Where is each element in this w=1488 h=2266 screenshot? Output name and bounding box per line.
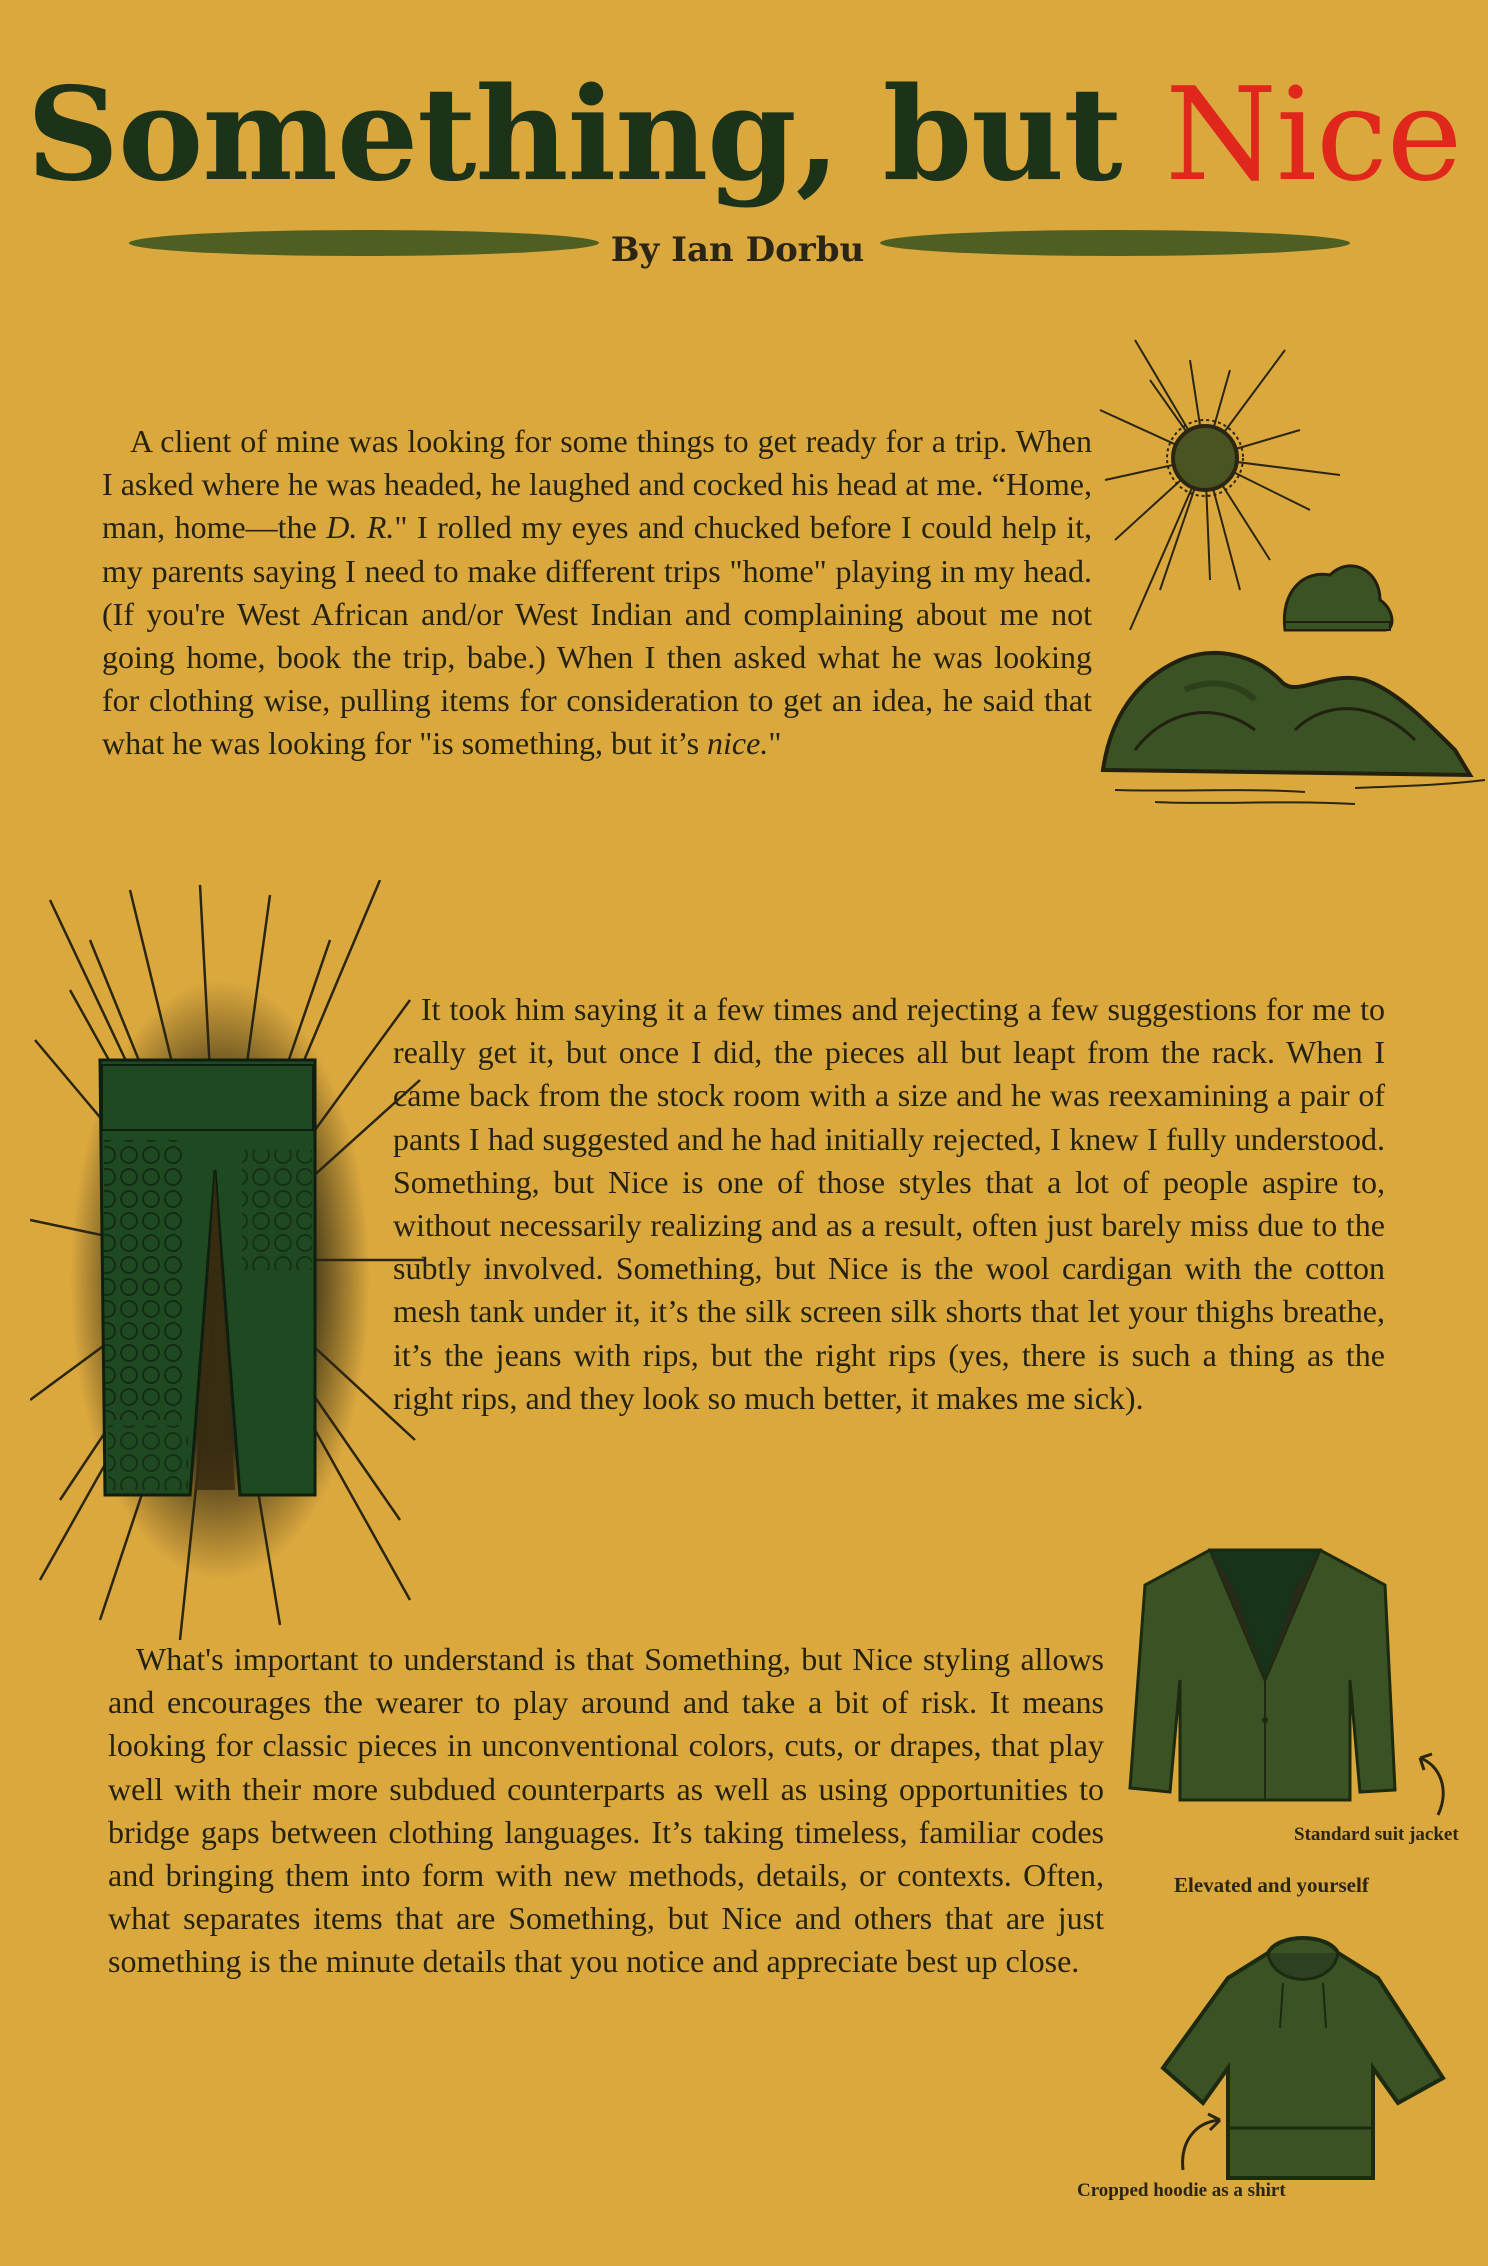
- curved-arrow-icon: [1175, 2112, 1225, 2172]
- pants-icon: [30, 880, 430, 1640]
- byline-banner: [125, 216, 1350, 276]
- p1-text-c: ": [768, 725, 782, 762]
- landscape-icon: [1095, 530, 1487, 810]
- p1-emphasis-dr: D. R.: [326, 509, 395, 546]
- article-paragraph-1: [102, 420, 1092, 766]
- p1-text-a: A client of mine was looking for some things to get ready for a trip. When I asked where he was headed, he laughed and cocked his head at me. “Home, man, home—the: [102, 423, 1092, 546]
- p1-emphasis-nice: nice.: [707, 725, 769, 762]
- suit-jacket-icon: [1125, 1530, 1405, 1810]
- title-accent: Nice: [1165, 61, 1462, 210]
- caption-jacket: Standard suit jacket: [1294, 1824, 1459, 1845]
- caption-hoodie: Cropped hoodie as a shirt: [1077, 2180, 1286, 2201]
- p1-text-b: " I rolled my eyes and chucked before I could help it, my parents saying I need to make different trips "home" playing in my head. (If you're West African and/or West Indian and complaining about me not going home, book the trip, babe.) When I then asked what he was looking for clothing wise, pulling items for consideration to get an idea, he said that what he was looking for "is something, but it’s: [102, 509, 1093, 762]
- article-paragraph-3: What's important to understand is that Something, but Nice styling allows and encourages the wearer to play around and take a bit of risk. It means looking for classic pieces in unconventional colors, cuts, or drapes, that play well with their more subdued counterparts as well as using opportunities to bridge gaps between clothing languages. It’s taking timeless, familiar codes and bringing them into form with new methods, details, or contexts. Often, what separates items that are Something, but Nice and others that are just something is the minute details that you notice and appreciate best up close.: [108, 1641, 1104, 1980]
- article-paragraph-2: It took him saying it a few times and rejecting a few suggestions for me to really get it, but once I did, the pieces all but leapt from the rack. When I came back from the stock room with a size and he was reexamining a pair of pants I had suggested and he had initially rejected, I knew I fully understood. Something, but Nice is one of those styles that a lot of people aspire to, without necessarily realizing and as a result, often just barely miss due to the subtly involved. Something, but Nice is the wool cardigan with the cotton mesh tank under it, it’s the silk screen silk shorts that let your thighs breathe, it’s the jeans with rips, but the right rips (yes, there is such a thing as the right rips, and they look so much better, it makes me sick).: [393, 991, 1385, 1416]
- title-main: Something, but: [26, 60, 1166, 210]
- caption-elevated: Elevated and yourself: [1174, 1873, 1369, 1897]
- byline: By Ian Dorbu: [610, 230, 865, 270]
- curved-arrow-icon: [1410, 1750, 1450, 1820]
- page-title: [0, 62, 1488, 209]
